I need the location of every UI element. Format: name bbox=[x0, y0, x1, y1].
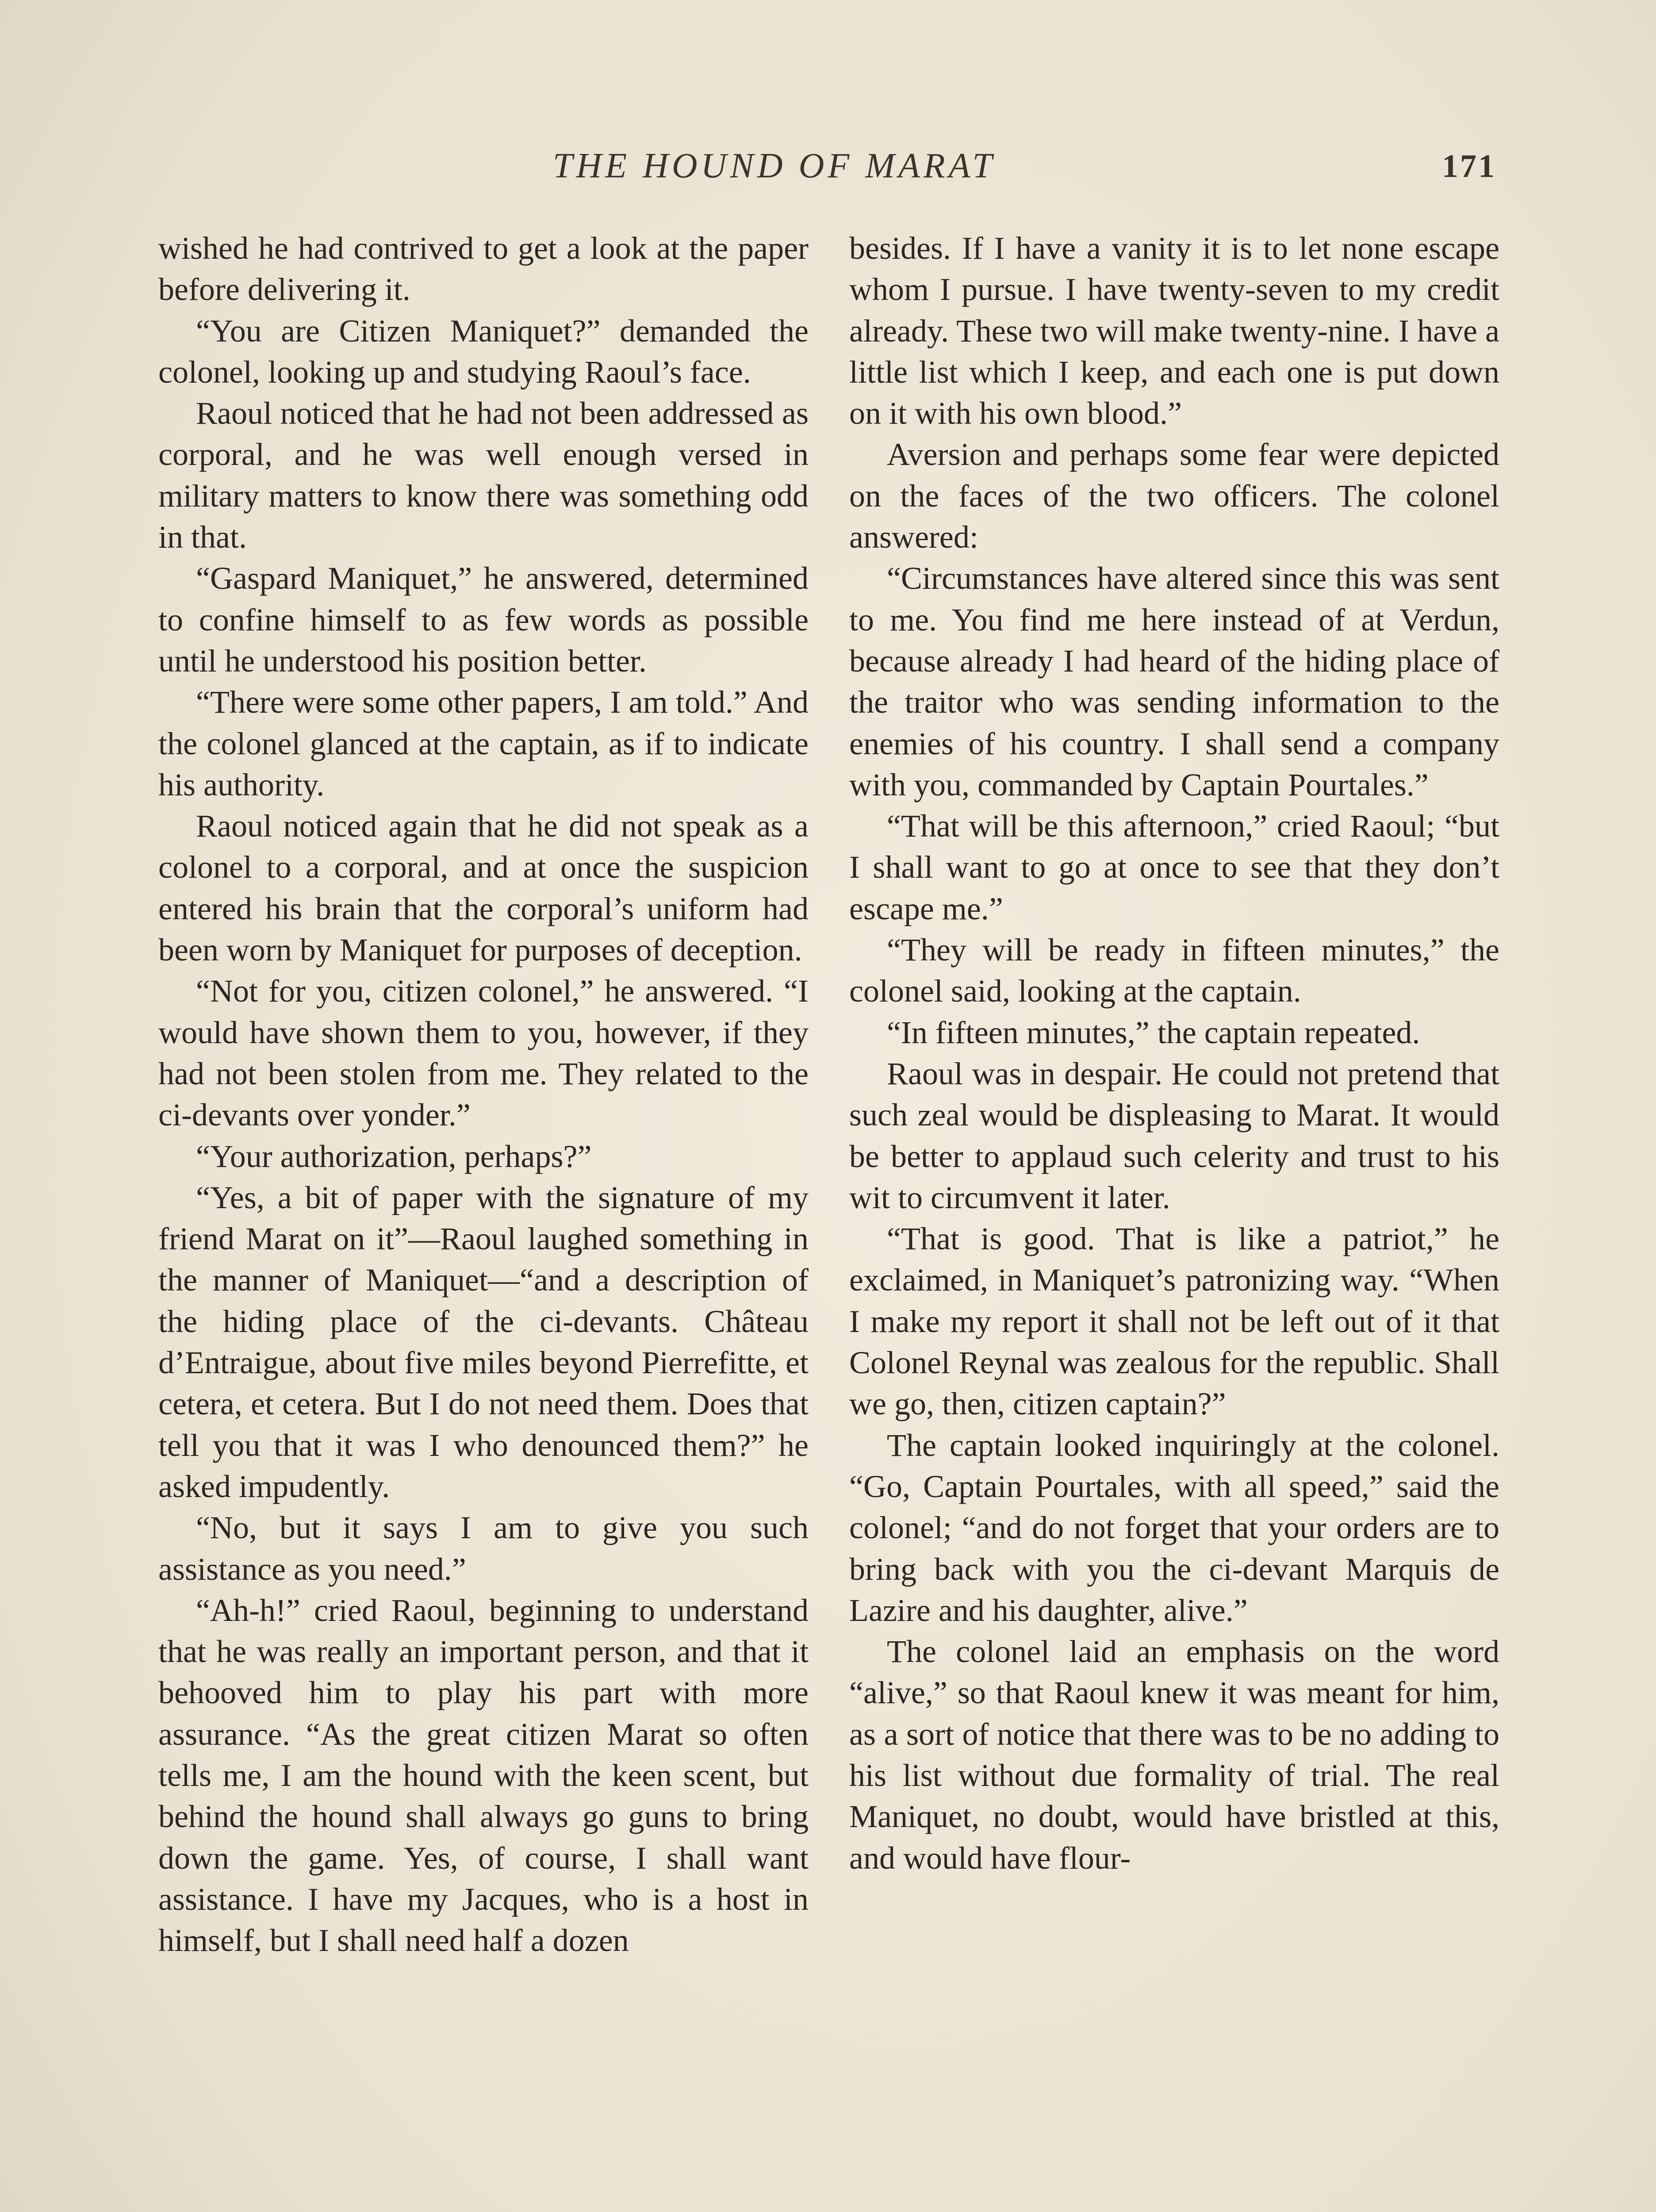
paragraph: “Not for you, citizen colonel,” he answered. “I would have shown them to you, however, if they had not been stolen from me. They related to the ci-devants over yonder.” bbox=[158, 973, 809, 1133]
page-number: 171 bbox=[1442, 148, 1496, 184]
paragraph: Raoul was in despair. He could not pretend that such zeal would be displeasing to Marat. It would be better to applaud such celerity and trust to his wit to circumvent it later. bbox=[849, 1056, 1499, 1215]
paragraph: “No, but it says I am to give you such assistance as you need.” bbox=[158, 1510, 809, 1587]
running-title: THE HOUND OF MARAT bbox=[553, 146, 996, 185]
paragraph: “You are Citizen Maniquet?” demanded the colonel, looking up and studying Raoul’s face. bbox=[158, 313, 809, 390]
paragraph: “Gaspard Maniquet,” he answered, determined to confine himself to as few words as possible until he understood his position better. bbox=[158, 561, 809, 679]
paragraph: “In fifteen minutes,” the captain repeated. bbox=[887, 1014, 1420, 1050]
paragraph: “That will be this afternoon,” cried Raoul; “but I shall want to go at once to see that they don’t escape me.” bbox=[849, 808, 1499, 926]
paragraph: wished he had contrived to get a look at the paper before delivering it. bbox=[158, 230, 809, 307]
paragraph: “Your authorization, perhaps?” bbox=[196, 1138, 592, 1174]
paragraph: The colonel laid an emphasis on the word “alive,” so that Raoul knew it was meant for him, as a sort of notice that there was to be no adding to his list without due formality of trial. The real Maniquet, no doubt, would have bristled at this, and would have flour- bbox=[849, 1634, 1499, 1876]
paragraph: Raoul noticed again that he did not speak as a colonel to a corporal, and at once the suspicion entered his brain that the corporal’s uniform had been worn by Maniquet for purposes of deception. bbox=[158, 808, 809, 968]
text-column-right bbox=[849, 228, 1499, 1879]
paragraph: The captain looked inquiringly at the colonel. “Go, Captain Pourtales, with all speed,” said the colonel; “and do not forget that your orders are to bring back with you the ci-devant Marquis de Lazire and his daughter, alive.” bbox=[849, 1427, 1499, 1628]
paragraph: “That is good. That is like a patriot,” he exclaimed, in Maniquet’s patronizing way. “When I make my report it shall not be left out of it that Colonel Reynal was zealous for the republic. Shall we go, then, citizen captain?” bbox=[849, 1221, 1499, 1422]
running-header bbox=[0, 146, 1656, 199]
paragraph: Aversion and perhaps some fear were depicted on the faces of the two officers. The colonel answered: bbox=[849, 437, 1499, 555]
paragraph: “They will be ready in fifteen minutes,” the colonel said, looking at the captain. bbox=[849, 932, 1499, 1009]
paragraph: “Circumstances have altered since this was sent to me. You find me here instead of at Verdun, because already I had heard of the hiding place of the traitor who was sending information to the enemies of his country. I shall send a company with you, commanded by Captain Pourtales.” bbox=[849, 561, 1499, 803]
paragraph: Raoul noticed that he had not been addressed as corporal, and he was well enough versed in military matters to know there was something odd in that. bbox=[158, 396, 809, 555]
paragraph: “There were some other papers, I am told.” And the colonel glanced at the captain, as if to indicate his authority. bbox=[158, 684, 809, 803]
text-column-left bbox=[158, 228, 809, 1961]
paragraph: “Ah-h!” cried Raoul, beginning to understand that he was really an important person, and that it behooved him to play his part with more assurance. “As the great citizen Marat so often tells me, I am the hound with the keen scent, but behind the hound shall always go guns to bring down the game. Yes, of course, I shall want assistance. I have my Jacques, who is a host in himself, but I shall need half a dozen bbox=[158, 1592, 809, 1959]
paragraph: besides. If I have a vanity it is to let none escape whom I pursue. I have twenty-seven to my credit already. These two will make twenty-nine. I have a little list which I keep, and each one is put down on it with his own blood.” bbox=[849, 230, 1499, 431]
paragraph: “Yes, a bit of paper with the signature of my friend Marat on it”—Raoul laughed something in the manner of Maniquet—“and a description of the hiding place of the ci-devants. Château d’Entraigue, about five miles beyond Pierrefitte, et cetera, et cetera. But I do not need them. Does that tell you that it was I who denounced them?” he asked impudently. bbox=[158, 1179, 809, 1504]
